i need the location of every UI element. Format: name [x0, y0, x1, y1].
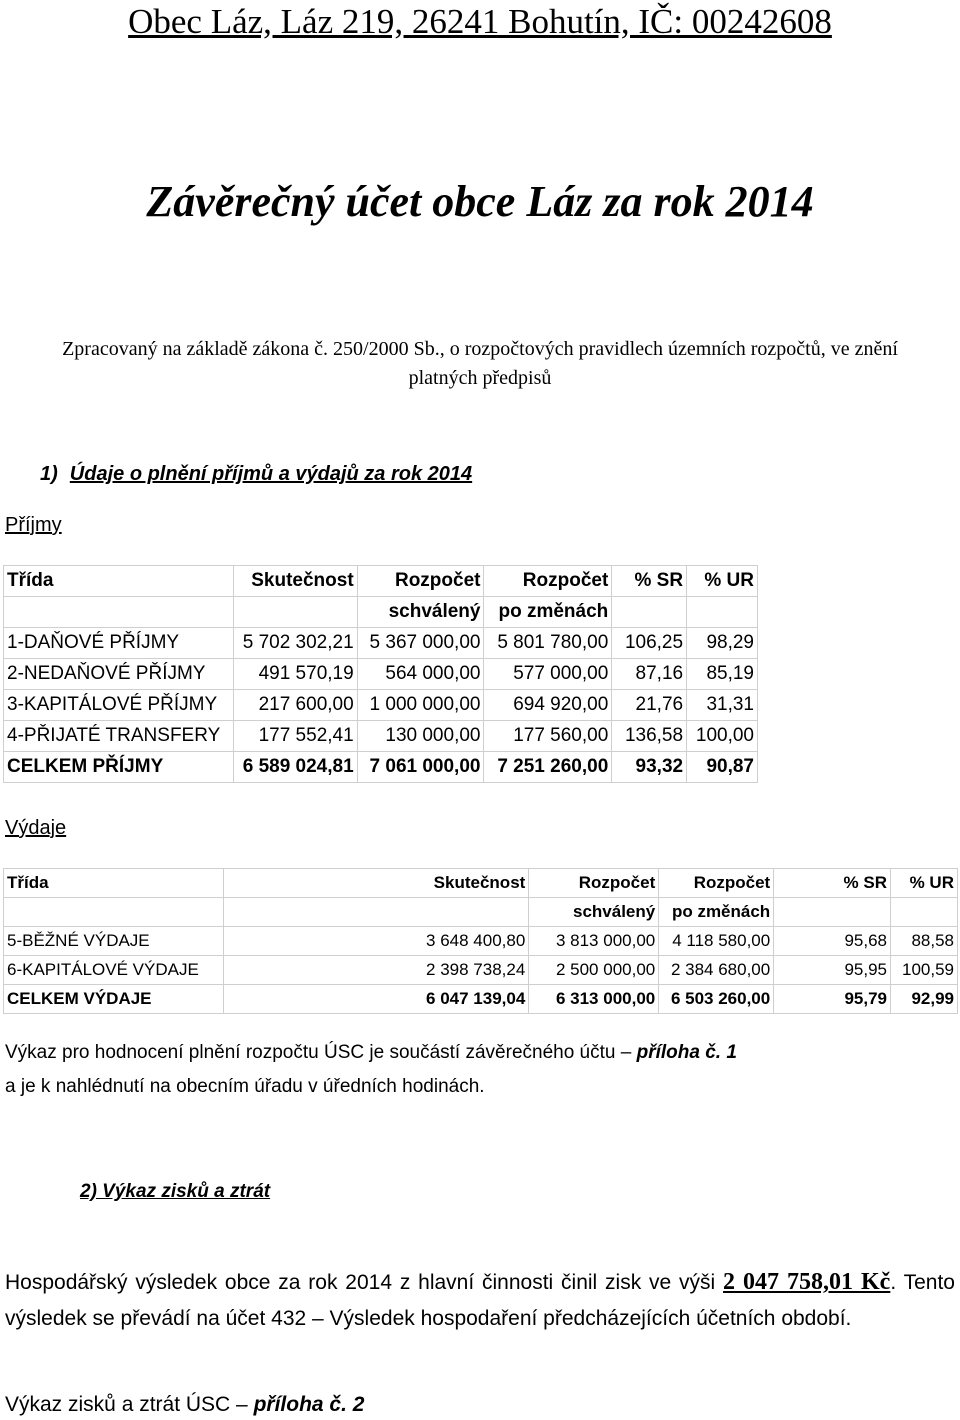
header-cell: Skutečnost	[233, 566, 357, 597]
header-cell: % SR	[774, 869, 891, 898]
header-cell	[774, 898, 891, 927]
table-cell: 2 398 738,24	[223, 956, 528, 985]
intro-line-2: platných předpisů	[408, 367, 552, 389]
table-cell: 4-PŘIJATÉ TRANSFERY	[4, 721, 234, 752]
table-row	[4, 628, 758, 659]
total-row	[4, 752, 758, 783]
table-header-row	[4, 898, 958, 927]
hospodarsky-vysledek-paragraph	[5, 1264, 955, 1337]
table-cell: CELKEM PŘÍJMY	[4, 752, 234, 783]
table-row	[4, 956, 958, 985]
vykaz-text: Výkaz pro hodnocení plnění rozpočtu ÚSC je součástí závěrečného účtu –	[5, 1042, 637, 1063]
section-1-heading	[40, 463, 472, 486]
table-cell: 2-NEDAŇOVÉ PŘÍJMY	[4, 659, 234, 690]
section-1-title: Údaje o plnění příjmů a výdajů za rok 2014	[69, 463, 473, 485]
header-cell	[687, 597, 758, 628]
header-cell	[4, 597, 234, 628]
header-cell	[4, 898, 224, 927]
header-cell: Skutečnost	[223, 869, 528, 898]
vykaz-paragraph-line-2: a je k nahlédnutí na obecním úřadu v úředních hodinách.	[5, 1076, 485, 1097]
table-cell: 694 920,00	[484, 690, 612, 721]
table-cell: 3 648 400,80	[223, 927, 528, 956]
header-cell: Rozpočet	[529, 869, 659, 898]
header-cell: Rozpočet	[484, 566, 612, 597]
table-cell: 6 047 139,04	[223, 985, 528, 1014]
zisky-text: Výkaz zisků a ztrát ÚSC –	[5, 1393, 254, 1416]
table-cell: 90,87	[687, 752, 758, 783]
table-cell: 21,76	[612, 690, 687, 721]
table-row	[4, 659, 758, 690]
table-cell: 3 813 000,00	[529, 927, 659, 956]
header-cell: % UR	[891, 869, 958, 898]
table-cell: 5 801 780,00	[484, 628, 612, 659]
table-cell: 577 000,00	[484, 659, 612, 690]
total-row	[4, 985, 958, 1014]
table-cell: 491 570,19	[233, 659, 357, 690]
table-cell: 93,32	[612, 752, 687, 783]
table-cell: 2 384 680,00	[659, 956, 774, 985]
table-cell: 2 500 000,00	[529, 956, 659, 985]
table-cell: 136,58	[612, 721, 687, 752]
table-cell: 5 367 000,00	[357, 628, 484, 659]
table-cell: 100,59	[891, 956, 958, 985]
page-title: Závěrečný účet obce Láz za rok 2014	[146, 177, 814, 226]
table-row	[4, 721, 758, 752]
table-cell: 6-KAPITÁLOVÉ VÝDAJE	[4, 956, 224, 985]
intro-line-1: Zpracovaný na základě zákona č. 250/2000 Sb., o rozpočtových pravidlech územních rozpočtů, ve znění	[62, 338, 898, 360]
table-cell: 564 000,00	[357, 659, 484, 690]
table-cell: 130 000,00	[357, 721, 484, 752]
table-header-row	[4, 566, 758, 597]
header-cell	[891, 898, 958, 927]
header-cell: po změnách	[659, 898, 774, 927]
header-cell	[233, 597, 357, 628]
header-cell: Třída	[4, 869, 224, 898]
table-cell: 6 313 000,00	[529, 985, 659, 1014]
table-cell: 7 251 260,00	[484, 752, 612, 783]
hosp-text-1: Hospodářský výsledek obce za rok 2014 z hlavní činnosti činil zisk ve výši	[5, 1271, 724, 1294]
table-cell: 177 560,00	[484, 721, 612, 752]
prijmy-table	[3, 565, 758, 783]
municipality-header: Obec Láz, Láz 219, 26241 Bohutín, IČ: 00242608	[128, 2, 832, 41]
table-cell: 4 118 580,00	[659, 927, 774, 956]
table-cell: 6 589 024,81	[233, 752, 357, 783]
table-cell: 7 061 000,00	[357, 752, 484, 783]
table-cell: 31,31	[687, 690, 758, 721]
header-cell: Rozpočet	[659, 869, 774, 898]
hosp-text-2: . Tento výsledek se převádí na účet 432 – Výsledek hospodaření předcházejících účetních období.	[5, 1271, 955, 1330]
table-cell: 85,19	[687, 659, 758, 690]
table-cell: 6 503 260,00	[659, 985, 774, 1014]
table-cell: 95,79	[774, 985, 891, 1014]
vykaz-paragraph-line-1	[5, 1042, 737, 1064]
header-cell: % SR	[612, 566, 687, 597]
section-2-heading: 2) Výkaz zisků a ztrát	[80, 1181, 271, 1202]
table-cell: 5 702 302,21	[233, 628, 357, 659]
table-cell: 1-DAŇOVÉ PŘÍJMY	[4, 628, 234, 659]
header-cell: Třída	[4, 566, 234, 597]
vydaje-table	[3, 868, 958, 1014]
header-cell: Rozpočet	[357, 566, 484, 597]
table-cell: 5-BĚŽNÉ VÝDAJE	[4, 927, 224, 956]
table-header-row	[4, 597, 758, 628]
header-cell	[223, 898, 528, 927]
table-cell: 106,25	[612, 628, 687, 659]
table-cell: CELKEM VÝDAJE	[4, 985, 224, 1014]
section-1-number: 1)	[40, 463, 58, 485]
table-row	[4, 690, 758, 721]
prijmy-label: Příjmy	[5, 514, 62, 536]
intro-text	[40, 335, 920, 393]
header-cell: schválený	[357, 597, 484, 628]
priloha-2-reference: příloha č. 2	[253, 1393, 365, 1416]
table-cell: 98,29	[687, 628, 758, 659]
table-cell: 1 000 000,00	[357, 690, 484, 721]
table-cell: 92,99	[891, 985, 958, 1014]
table-cell: 95,95	[774, 956, 891, 985]
table-cell: 177 552,41	[233, 721, 357, 752]
profit-amount: 2 047 758,01 Kč	[723, 1269, 891, 1295]
zisky-paragraph	[5, 1393, 364, 1417]
header-cell: po změnách	[484, 597, 612, 628]
table-cell: 3-KAPITÁLOVÉ PŘÍJMY	[4, 690, 234, 721]
table-cell: 100,00	[687, 721, 758, 752]
table-cell: 217 600,00	[233, 690, 357, 721]
header-cell	[612, 597, 687, 628]
header-cell: schválený	[529, 898, 659, 927]
header-cell: % UR	[687, 566, 758, 597]
table-row	[4, 927, 958, 956]
table-cell: 88,58	[891, 927, 958, 956]
table-cell: 87,16	[612, 659, 687, 690]
table-cell: 95,68	[774, 927, 891, 956]
priloha-1-reference: příloha č. 1	[636, 1042, 737, 1063]
table-header-row	[4, 869, 958, 898]
vydaje-label: Výdaje	[5, 817, 67, 839]
